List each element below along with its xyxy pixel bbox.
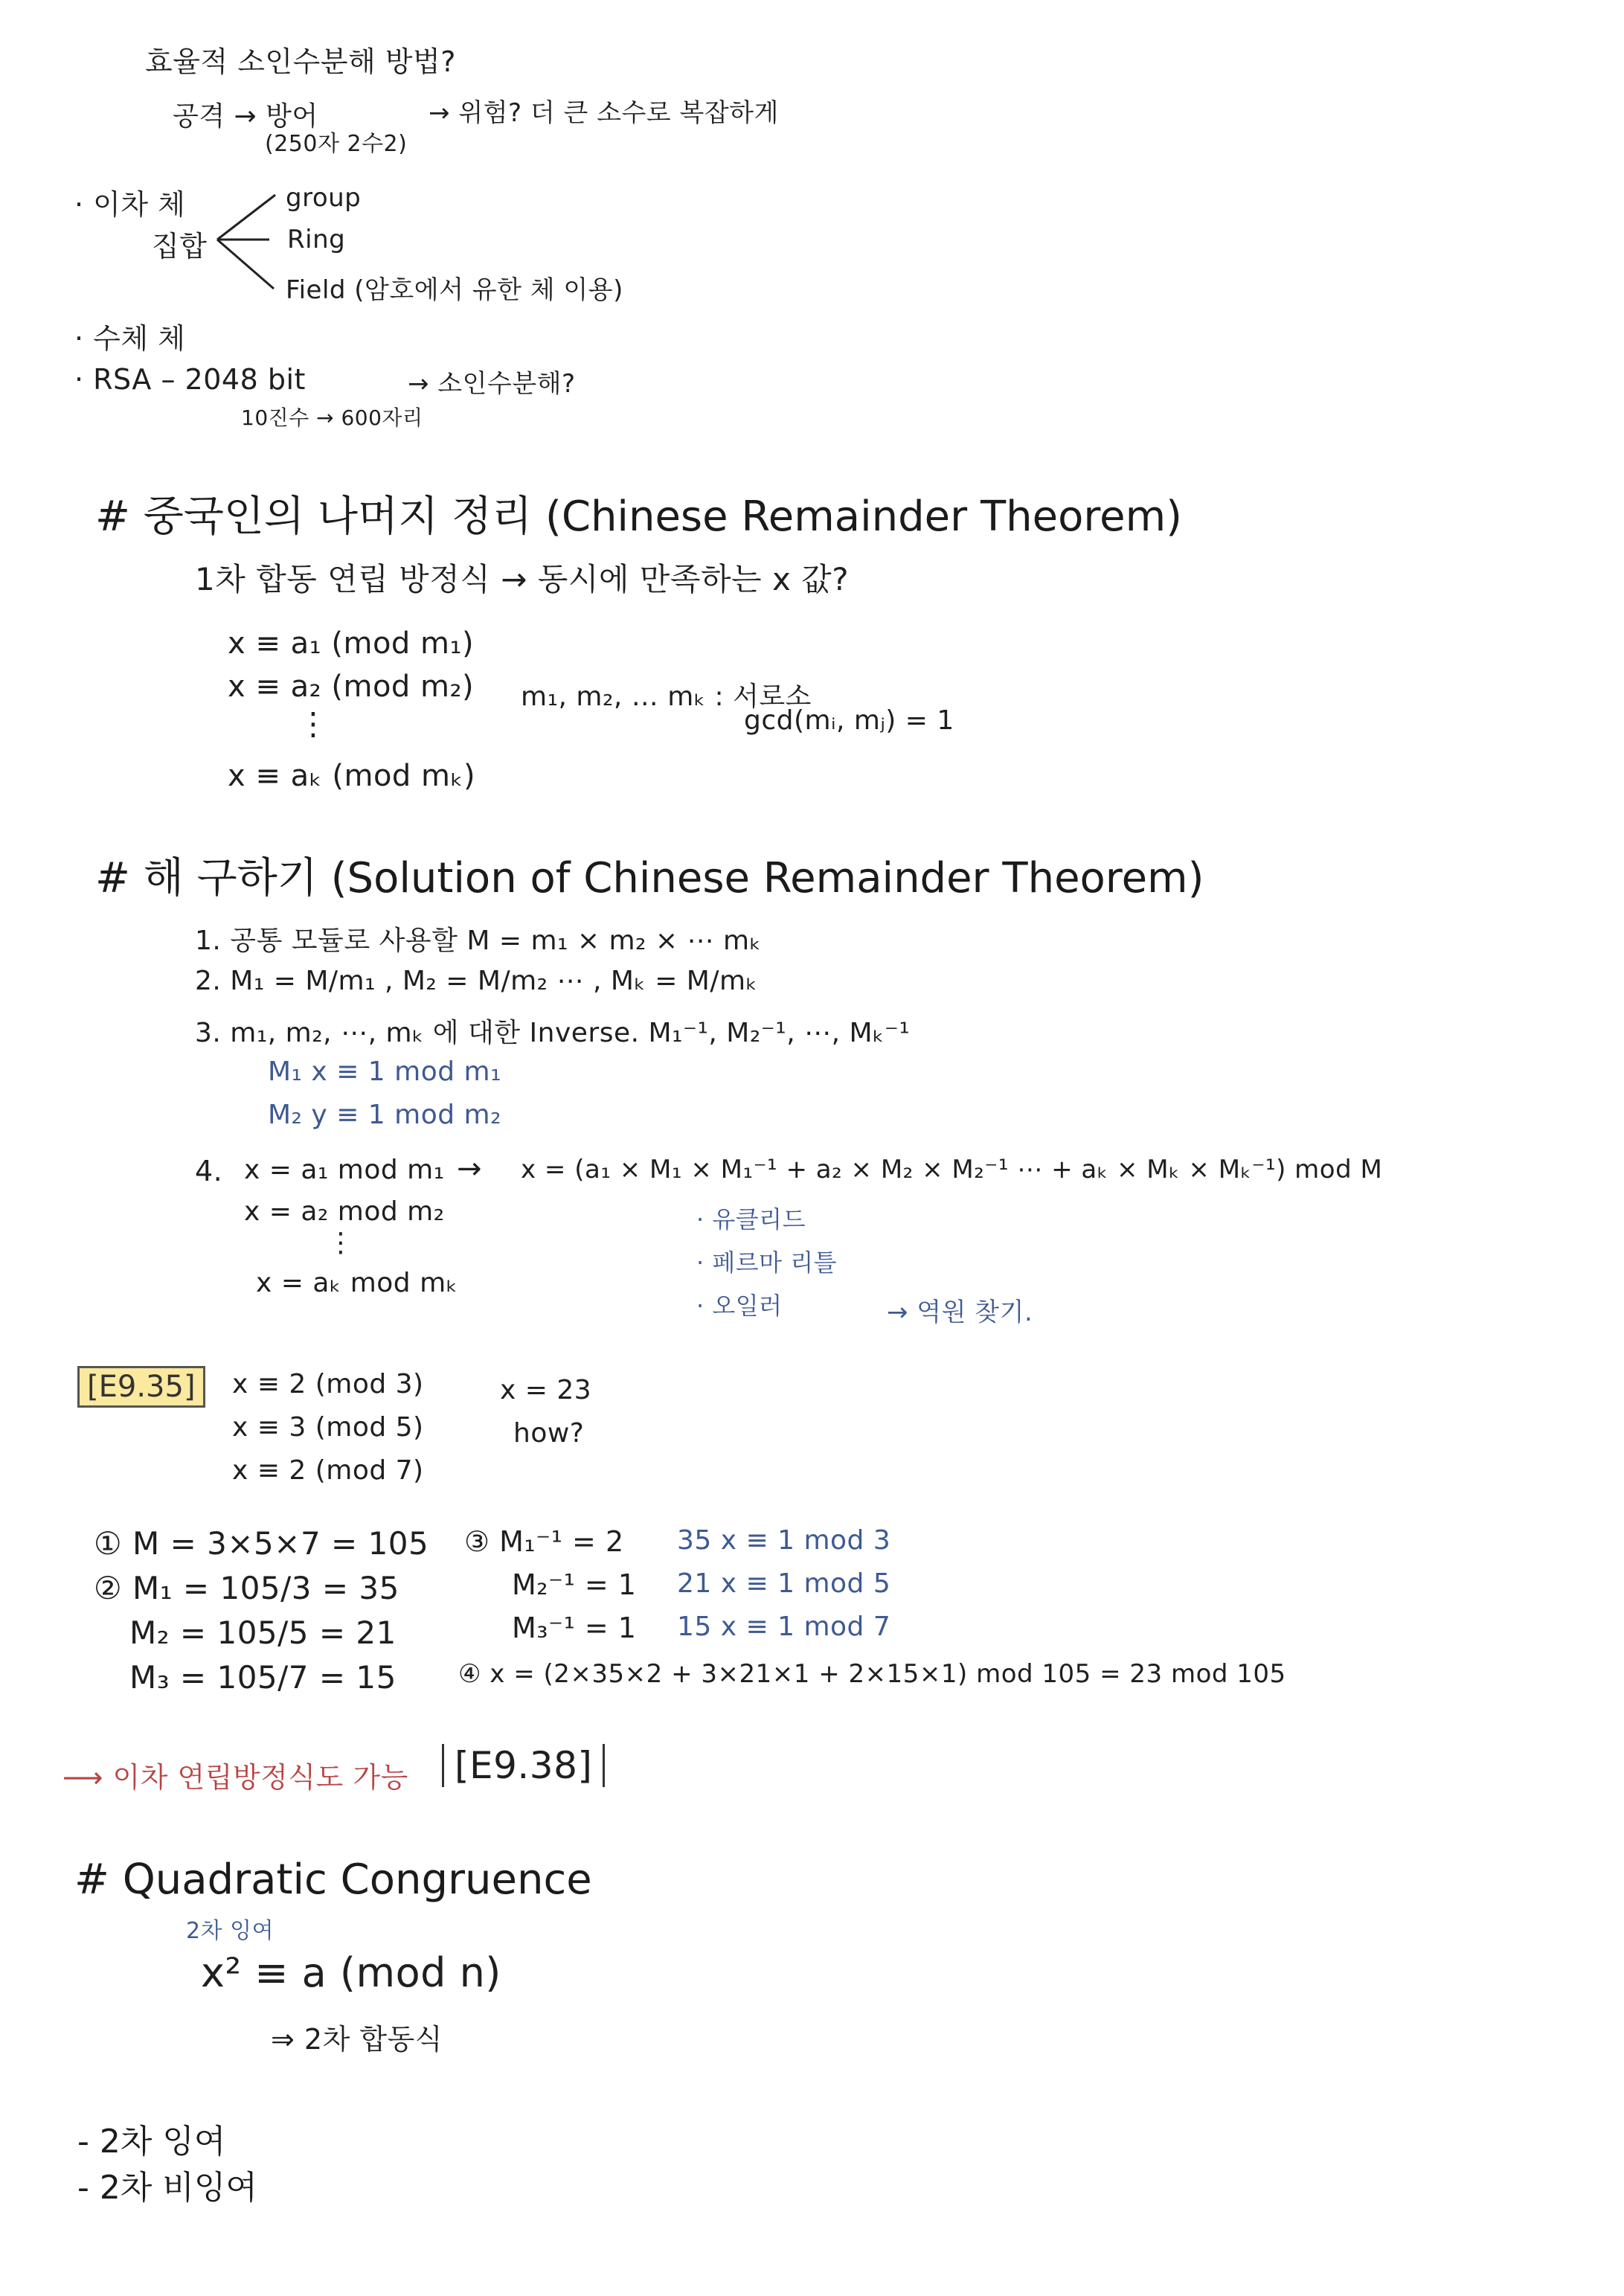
solution-step4-result: x = (a₁ × M₁ × M₁⁻¹ + a₂ × M₂ × M₂⁻¹ ⋯ + aₖ × Mₖ × Mₖ⁻¹) mod M (521, 1155, 1383, 1184)
example-step2c: M₃ = 105/7 = 15 (129, 1659, 397, 1696)
bullet-rsa-factorization: → 소인수분해? (408, 369, 576, 399)
example-step3b: M₂⁻¹ = 1 (512, 1568, 637, 1601)
solution-step3-inverse2: M₂ y ≡ 1 mod m₂ (268, 1100, 502, 1130)
crt-dots: ⋮ (298, 705, 330, 742)
quadratic-item-nonresidue: - 2차 비잉여 (77, 2169, 257, 2207)
solution-step4-eq2: x = a₂ mod m₂ (244, 1196, 445, 1227)
crt-eqk: x ≡ aₖ (mod mₖ) (228, 759, 476, 793)
crt-intro: 1차 합동 연립 방정식 → 동시에 만족하는 x 값? (195, 561, 850, 597)
method-find-inverse: → 역원 찾기. (887, 1298, 1033, 1327)
example-step2b: M₂ = 105/5 = 21 (129, 1614, 397, 1651)
example-red-note: ⟶ 이차 연립방정식도 가능 (62, 1761, 408, 1794)
example-inverse-eq2: 21 x ≡ 1 mod 5 (677, 1568, 891, 1599)
note-risk: → 위험? 더 큰 소수로 복잡하게 (429, 98, 779, 128)
quadratic-item-residue: - 2차 잉여 (77, 2123, 226, 2161)
solution-step1: 1. 공통 모듈로 사용할 M = m₁ × m₂ × ⋯ mₖ (195, 926, 762, 956)
example-step4: ④ x = (2×35×2 + 3×21×1 + 2×15×1) mod 105 = 23 mod 105 (458, 1659, 1286, 1689)
example-how: how? (513, 1418, 585, 1449)
crt-moduli: m₁, m₂, … mₖ : 서로소 (521, 682, 812, 712)
quadratic-formula: x² ≡ a (mod n) (201, 1949, 501, 1996)
example-step1: ① M = 3×5×7 = 105 (94, 1525, 429, 1562)
bullet-rsa-digits: 10진수 → 600자리 (241, 405, 423, 430)
method-euler: · 오일러 (696, 1292, 783, 1320)
crt-eq2: x ≡ a₂ (mod m₂) (228, 670, 475, 704)
example-tag: [E9.35] (77, 1366, 205, 1408)
solution-step4-dots: ⋮ (327, 1228, 355, 1258)
note-attack-detail: (250자 2수2) (265, 131, 408, 157)
solution-step3: 3. m₁, m₂, ⋯, mₖ 에 대한 Inverse. M₁⁻¹, M₂⁻¹, ⋯, Mₖ⁻¹ (195, 1018, 911, 1048)
example-inverse-eq3: 15 x ≡ 1 mod 7 (677, 1612, 891, 1642)
solution-step4-label: 4. (195, 1155, 223, 1187)
solution-step3-inverse1: M₁ x ≡ 1 mod m₁ (268, 1056, 502, 1087)
example-step3a: ③ M₁⁻¹ = 2 (464, 1525, 624, 1558)
solution-step4-arrow: → (457, 1152, 483, 1186)
bullet-quadratic-sieve: · 이차 체 (74, 188, 186, 221)
example-ref: [E9.38] (442, 1744, 605, 1787)
crt-gcd: gcd(mᵢ, mⱼ) = 1 (744, 705, 954, 736)
solution-step4-eq1: x = a₁ mod m₁ (244, 1155, 445, 1185)
example-eq2: x ≡ 3 (mod 5) (232, 1412, 424, 1443)
solution-step4-eqk: x = aₖ mod mₖ (256, 1268, 458, 1298)
quadratic-heading: # Quadratic Congruence (74, 1856, 592, 1904)
quadratic-blue-note: 2차 잉여 (186, 1918, 275, 1944)
branch-group: group (286, 183, 362, 213)
crt-heading: # 중국인의 나머지 정리 (Chinese Remainder Theorem) (95, 493, 1183, 541)
note-attack-defense: 공격 → 방어 (173, 101, 318, 132)
example-step3c: M₃⁻¹ = 1 (512, 1612, 637, 1644)
solution-heading: # 해 구하기 (Solution of Chinese Remainder Theorem) (95, 854, 1204, 902)
method-euclid: · 유클리드 (696, 1205, 806, 1234)
example-eq3: x ≡ 2 (mod 7) (232, 1455, 424, 1486)
example-answer: x = 23 (500, 1375, 592, 1405)
bullet-rsa: · RSA – 2048 bit (74, 363, 306, 396)
example-eq1: x ≡ 2 (mod 3) (232, 1369, 424, 1399)
bullet-set-label: 집합 (152, 230, 208, 263)
branch-field: Field (암호에서 유한 체 이용) (286, 275, 623, 305)
bullet-number-field-sieve: · 수체 체 (74, 322, 186, 355)
example-step2a: ② M₁ = 105/3 = 35 (94, 1570, 399, 1606)
example-inverse-eq1: 35 x ≡ 1 mod 3 (677, 1525, 891, 1556)
note-title: 효율적 소인수분해 방법? (145, 45, 456, 78)
branch-ring: Ring (287, 225, 346, 254)
method-fermat: · 페르마 리틀 (696, 1248, 838, 1277)
solution-step2: 2. M₁ = M/m₁ , M₂ = M/m₂ ⋯ , Mₖ = M/mₖ (195, 966, 758, 996)
quadratic-arrow-note: ⇒ 2차 합동식 (271, 2023, 443, 2056)
crt-eq1: x ≡ a₁ (mod m₁) (228, 626, 475, 661)
